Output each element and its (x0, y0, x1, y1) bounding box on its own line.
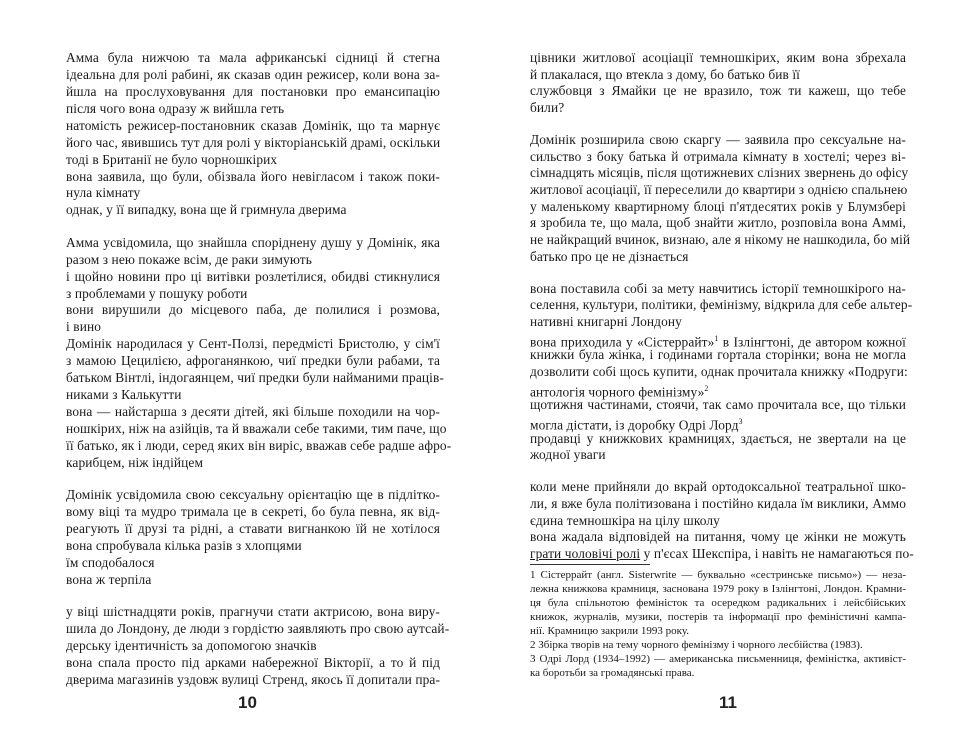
text-segment: і щойно новини про ці витівки розлетілися, обидві стикнулися (66, 268, 440, 284)
text-line (530, 215, 906, 230)
footnote-divider (530, 564, 650, 565)
text-segment: тоді в Британії не було чорношкірих (66, 151, 278, 167)
text-line (66, 252, 440, 268)
text-segment: реагують її друзі та рідні, а ставати вигнанкою їй не хотілося (66, 521, 440, 537)
text-line (530, 165, 909, 181)
text-segment: ідеальна для ролі рабині, як сказав один режисер, коли вона за- (66, 66, 440, 82)
text-segment: батько про це не дізнається (530, 248, 689, 264)
text-line (66, 655, 440, 671)
text-segment: вона ж терпіла (66, 571, 152, 587)
text-segment: шила до Лондону, де люди з гордістю заявляють про свою аутсай- (66, 621, 450, 637)
text-line (66, 319, 440, 335)
text-segment: з мамою Цецилією, афроганянкою, чиї предки були рабами, та (66, 353, 440, 369)
footnote-line: лежна книжкова крамниця, заснована 1979 року в Ізлінгтоні, Лондон. Крамни- (530, 583, 906, 595)
text-segment: Домінік усвідомила свою сексуальну орієнтацію ще в підлітко- (66, 487, 440, 503)
text-line (66, 604, 440, 620)
text-segment: єдина темношкіра на цілу школу (530, 512, 720, 528)
text-segment: у маленькому квартирному блоці п'ятдесятих років у Блумзбері (530, 198, 906, 214)
text-segment: карибцем, ніж індійцем (66, 454, 204, 470)
text-segment: ли, я вже була політизована і постійно кидала їм виклики, Аммо (530, 495, 906, 511)
text-segment: вона заявила, що були, обізвала його невігласом і також поки- (66, 168, 440, 184)
text-segment: й плакалася, що втекла з дому, бо батько бив її (530, 66, 801, 82)
text-segment: нула кімнату (66, 185, 141, 201)
text-line (530, 67, 906, 82)
text-segment: цівники житлової асоціації темношкірих, яким вона збрехала (530, 50, 906, 65)
text-line (66, 370, 444, 386)
text-segment: вона — найстарша з десяти дітей, які більше походили на чор- (66, 404, 440, 420)
text-line (530, 199, 906, 214)
text-line (66, 638, 440, 654)
text-segment: батьком Вінтлі, індогаянцем, чиї предки були найманими праців- (66, 370, 444, 386)
page-number: 11 (719, 693, 737, 712)
text-line (66, 387, 440, 403)
text-segment: вому віці та мудро тримала це в секреті, бо була певна, як від- (66, 504, 440, 520)
text-line (66, 269, 440, 285)
text-line (530, 381, 906, 399)
footnote-line: 1 Сістеррайт (англ. Sisterwrite — буквально «сестринське письмо») — неза- (530, 569, 906, 581)
text-line (66, 538, 440, 554)
text-line (530, 281, 906, 296)
text-line (66, 101, 440, 117)
text-segment: з проблемами у пошуку роботи (66, 285, 248, 301)
footnote-line: ця була спільнотою феміністок та осередком радикальних і лейсбійських (530, 597, 906, 609)
text-segment: книжки була жінка, і годинами гортала сторінки; вона не могла (530, 347, 906, 363)
text-line (66, 504, 440, 520)
text-line (530, 496, 906, 511)
text-segment: коли мене прийняли до вкрай ортодоксальної театральної шко- (530, 479, 906, 495)
text-segment: никами з Калькутти (66, 387, 182, 403)
text-segment: вона поставила собі за мету навчитись історії темношкірого на- (530, 280, 906, 296)
footnote-mark: 2 (704, 383, 709, 393)
page-number: 10 (238, 693, 257, 712)
text-line (530, 364, 906, 379)
text-segment: її батько, як і люди, серед яких він виріс, вважав себе радше афро- (66, 437, 452, 453)
text-line (66, 621, 450, 637)
text-line (530, 297, 913, 313)
text-line (66, 302, 440, 318)
text-segment: сильство з боку батька й отримала кімнату в хостелі; через ві- (530, 148, 906, 164)
text-segment: дверима магазинів уздовж вулиці Стренд, якось її допитали пра- (66, 672, 441, 687)
text-line (530, 314, 906, 329)
text-segment: однак, у її випадку, вона ще й гримнула дверима (66, 202, 347, 218)
text-segment: йшла на прослуховування для постановки про емансипацію (66, 83, 440, 99)
text-line (66, 437, 452, 454)
text-line (66, 235, 440, 251)
text-segment: жодної уваги (530, 447, 606, 463)
text-line (66, 185, 440, 201)
text-segment: натомість режисер-постановник сказав Домінік, що та марнує (66, 117, 440, 133)
text-segment: дозволити собі щось купити, однак прочитала книжку «Подруги: (530, 363, 908, 379)
text-segment: Амма усвідомила, що знайшла споріднену душу у Домінік, яка (66, 234, 440, 250)
text-segment: разом з нею покаже всім, де раки зимують (66, 251, 312, 267)
text-segment: я зробила те, що мала, щоб знайти житло, розповіла вона Аммі, (530, 215, 906, 231)
text-segment: антологія чорного фемінізму» (530, 384, 705, 400)
text-line (530, 479, 906, 494)
text-line (530, 431, 906, 446)
text-line (66, 353, 440, 369)
text-segment: щотижня частинами, стоячи, так само прочитала все, що тільки (530, 397, 906, 413)
text-line (530, 100, 906, 115)
text-segment: їм сподобалося (66, 554, 155, 570)
text-segment: житлової асоціації, її переселили до квартири з однією спальнею (530, 181, 908, 197)
text-line (66, 455, 440, 471)
text-line (66, 286, 440, 302)
text-segment: вона спала просто під арками набережної Вікторії, а то й під (66, 655, 440, 671)
footnote-mark: 1 (714, 333, 719, 343)
text-line (530, 50, 906, 65)
text-line (530, 397, 906, 412)
text-segment: Амма була нижчою та мала африканські сідниці й стегна (66, 50, 440, 65)
text-segment: сімнадцять місяців, після щотижневих слізних звернень до офісу (530, 165, 909, 181)
footnote-line: нії. Крамницю закрили 1993 року. (530, 625, 689, 637)
text-segment: дерську ідентичність за допомогою значків (66, 638, 317, 654)
text-segment: могла дістати, із доробку Одрі Лорд (530, 417, 739, 433)
text-line (66, 404, 440, 420)
text-line (66, 487, 440, 503)
footnote-mark: 3 (738, 417, 743, 427)
text-line (66, 169, 440, 185)
text-line (66, 572, 440, 588)
text-segment: Домінік народилася у Сент-Ползі, передмісті Бристолю, у сім'ї (66, 336, 440, 352)
footnote-line: ка боротьби за громадянські права. (530, 667, 695, 679)
text-line (530, 249, 906, 264)
text-segment: продавці у книжкових крамницях, здається, не звертали на це (530, 430, 906, 446)
text-segment: вона жадала відповідей на питання, чому це жінки не можуть (530, 529, 906, 545)
text-line (530, 546, 914, 561)
text-line (530, 347, 906, 362)
text-line (530, 149, 906, 164)
text-line (530, 182, 906, 197)
footnote-line: 2 Збірка творів на тему чорного фемінізму і чорного лесбійства (1983). (530, 639, 863, 651)
text-segment: після чого вона одразу ж вийшла геть (66, 100, 285, 116)
text-line (530, 529, 906, 544)
text-segment: вона приходила у «Сістеррайт» (530, 334, 715, 350)
text-line (530, 232, 911, 248)
text-line (530, 447, 906, 462)
text-segment: грати чоловічі ролі (530, 546, 641, 561)
text-segment: в Ізлінгтоні, де автором кожної (718, 334, 906, 350)
text-segment: Домінік розширила свою скаргу — заявила про сексуальне на- (530, 131, 906, 147)
text-line (530, 83, 906, 98)
text-line (66, 67, 440, 83)
text-line (530, 132, 906, 147)
text-line (66, 135, 440, 151)
text-segment: у п'єсах Шекспіра, і навіть не намагаються по- (640, 546, 914, 561)
text-segment: били? (530, 100, 565, 116)
text-line (66, 336, 440, 352)
text-segment: нативні книгарні Лондону (530, 313, 682, 329)
right-page (485, 0, 970, 746)
text-line (66, 202, 440, 218)
text-segment: у віці шістнадцяти років, прагнучи стати актрисою, вона виру- (66, 604, 440, 620)
text-line (66, 50, 440, 66)
text-line (530, 414, 906, 432)
text-segment: селення, культури, політики, фемінізму, відкрила для себе альтер- (530, 297, 913, 313)
text-line (66, 421, 447, 437)
text-segment: вона спробувала кілька разів з хлопцями (66, 538, 302, 554)
text-line (530, 513, 906, 528)
text-segment: службовця з Ямайки це не вразило, тож ти кажеш, що тебе (530, 83, 906, 99)
text-segment: його час, явившись тут для ролі у вікторіанській драмі, оскільки (66, 134, 441, 150)
footnote-line: 3 Одрі Лорд (1934–1992) — американська письменниця, феміністка, активіст- (530, 653, 906, 665)
text-line (66, 521, 440, 537)
text-line (66, 84, 440, 100)
text-line (66, 555, 440, 571)
text-line (66, 672, 440, 688)
text-segment: не найкращий вчинок, визнаю, але я нікому не нашкодила, бо мій (530, 232, 911, 248)
text-line (66, 152, 440, 168)
footnote-line: книжок, журналів, музики, постерів та інформації про феміністичні кампа- (530, 611, 906, 623)
text-segment: ношкірих, ніж на азійців, та й вважали себе такими, тим паче, що (66, 421, 447, 437)
text-segment: і вино (66, 319, 102, 335)
text-segment: вони вирушили до місцевого паба, де полилися і розмова, (66, 302, 440, 318)
text-line (66, 118, 440, 134)
